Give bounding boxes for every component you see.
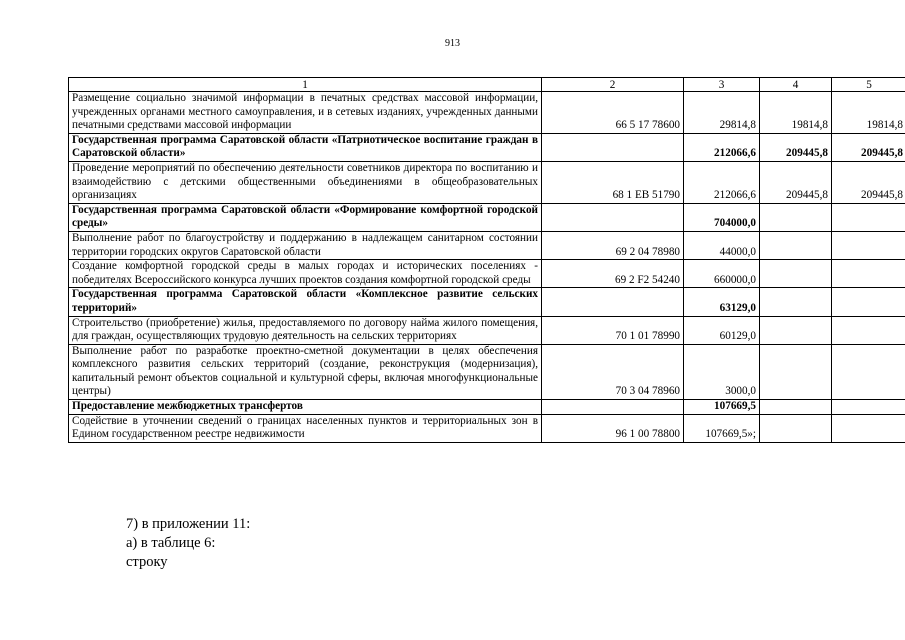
table-row [69,414,905,442]
table-row [69,288,905,316]
row-value-col5 [832,260,905,288]
table-header-row [69,78,905,92]
row-name-cell: Предоставление межбюджетных трансфертов [69,400,542,415]
row-value-col3: 107669,5 [684,400,760,415]
row-value-col4 [760,203,832,231]
table-row [69,400,905,415]
row-value-col4 [760,231,832,259]
row-name-cell: Государственная программа Саратовской области «Формирование комфортной городской среды» [69,203,542,231]
column-header: 2 [542,78,684,92]
row-name-cell: Выполнение работ по разработке проектно-сметной документации в целях обеспечения комплексного развития сельских территорий (создание, реконструкция (модернизация), капитальный ремонт объектов социальной и культурной сферы, включая многофункциональные центры) [69,344,542,399]
row-code-cell [542,288,684,316]
row-code-cell [542,400,684,415]
row-value-col4 [760,316,832,344]
row-code-cell: 69 2 F2 54240 [542,260,684,288]
row-value-col4 [760,344,832,399]
row-value-col5 [832,400,905,415]
row-value-col3: 704000,0 [684,203,760,231]
row-value-col5 [832,203,905,231]
row-value-col4 [760,400,832,415]
row-value-col3: 44000,0 [684,231,760,259]
table-row [69,92,905,134]
row-code-cell: 70 1 01 78990 [542,316,684,344]
following-text [126,515,250,572]
row-value-col3: 3000,0 [684,344,760,399]
row-value-col4: 19814,8 [760,92,832,134]
row-name-cell: Государственная программа Саратовской области «Комплексное развитие сельских территорий» [69,288,542,316]
row-value-col3: 107669,5»; [684,414,760,442]
column-header: 3 [684,78,760,92]
table-row [69,260,905,288]
row-value-col5 [832,231,905,259]
row-value-col4 [760,260,832,288]
row-name-cell: Строительство (приобретение) жилья, предоставляемого по договору найма жилого помещения, для граждан, осуществляющих трудовую деятельность на сельских территориях [69,316,542,344]
text-line: строку [126,554,168,570]
row-code-cell [542,203,684,231]
row-code-cell: 70 3 04 78960 [542,344,684,399]
column-header: 5 [832,78,905,92]
row-value-col3: 212066,6 [684,133,760,161]
row-value-col4: 209445,8 [760,133,832,161]
table-row [69,203,905,231]
row-value-col3: 29814,8 [684,92,760,134]
row-name-cell: Выполнение работ по благоустройству и поддержанию в надлежащем санитарном состоянии территории городских округов Саратовской области [69,231,542,259]
row-code-cell: 69 2 04 78980 [542,231,684,259]
row-value-col4: 209445,8 [760,161,832,203]
column-header: 1 [69,78,542,92]
row-value-col4 [760,288,832,316]
row-value-col4 [760,414,832,442]
row-name-cell: Содействие в уточнении сведений о границах населенных пунктов и территориальных зон в Едином государственном реестре недвижимости [69,414,542,442]
row-value-col5 [832,414,905,442]
text-line: а) в таблице 6: [126,535,216,551]
text-line: 7) в приложении 11: [126,516,251,532]
row-name-cell: Проведение мероприятий по обеспечению деятельности советников директора по воспитанию и взаимодействию с детскими общественными объединениями в общеобразовательных организациях [69,161,542,203]
row-value-col3: 212066,6 [684,161,760,203]
budget-table [68,77,905,443]
row-value-col5: 19814,8 [832,92,905,134]
table-row [69,231,905,259]
row-value-col5 [832,288,905,316]
row-value-col3: 660000,0 [684,260,760,288]
column-header: 4 [760,78,832,92]
row-value-col3: 63129,0 [684,288,760,316]
row-name-cell: Размещение социально значимой информации в печатных средствах массовой информации, учрежденных органами местного самоуправления, и в сетевых изданиях, учрежденных данными печатными средствами массовой информации [69,92,542,134]
row-code-cell: 68 1 ЕВ 51790 [542,161,684,203]
row-code-cell: 96 1 00 78800 [542,414,684,442]
row-code-cell: 66 5 17 78600 [542,92,684,134]
row-value-col3: 60129,0 [684,316,760,344]
row-code-cell [542,133,684,161]
page-number: 913 [445,38,460,49]
row-value-col5 [832,316,905,344]
row-value-col5: 209445,8 [832,133,905,161]
row-value-col5 [832,344,905,399]
row-value-col5: 209445,8 [832,161,905,203]
row-name-cell: Государственная программа Саратовской области «Патриотическое воспитание граждан в Саратовской области» [69,133,542,161]
table-row [69,161,905,203]
table-row [69,316,905,344]
table-row [69,133,905,161]
table-row [69,344,905,399]
row-name-cell: Создание комфортной городской среды в малых городах и исторических поселениях - победителях Всероссийского конкурса лучших проектов создания комфортной городской среды [69,260,542,288]
